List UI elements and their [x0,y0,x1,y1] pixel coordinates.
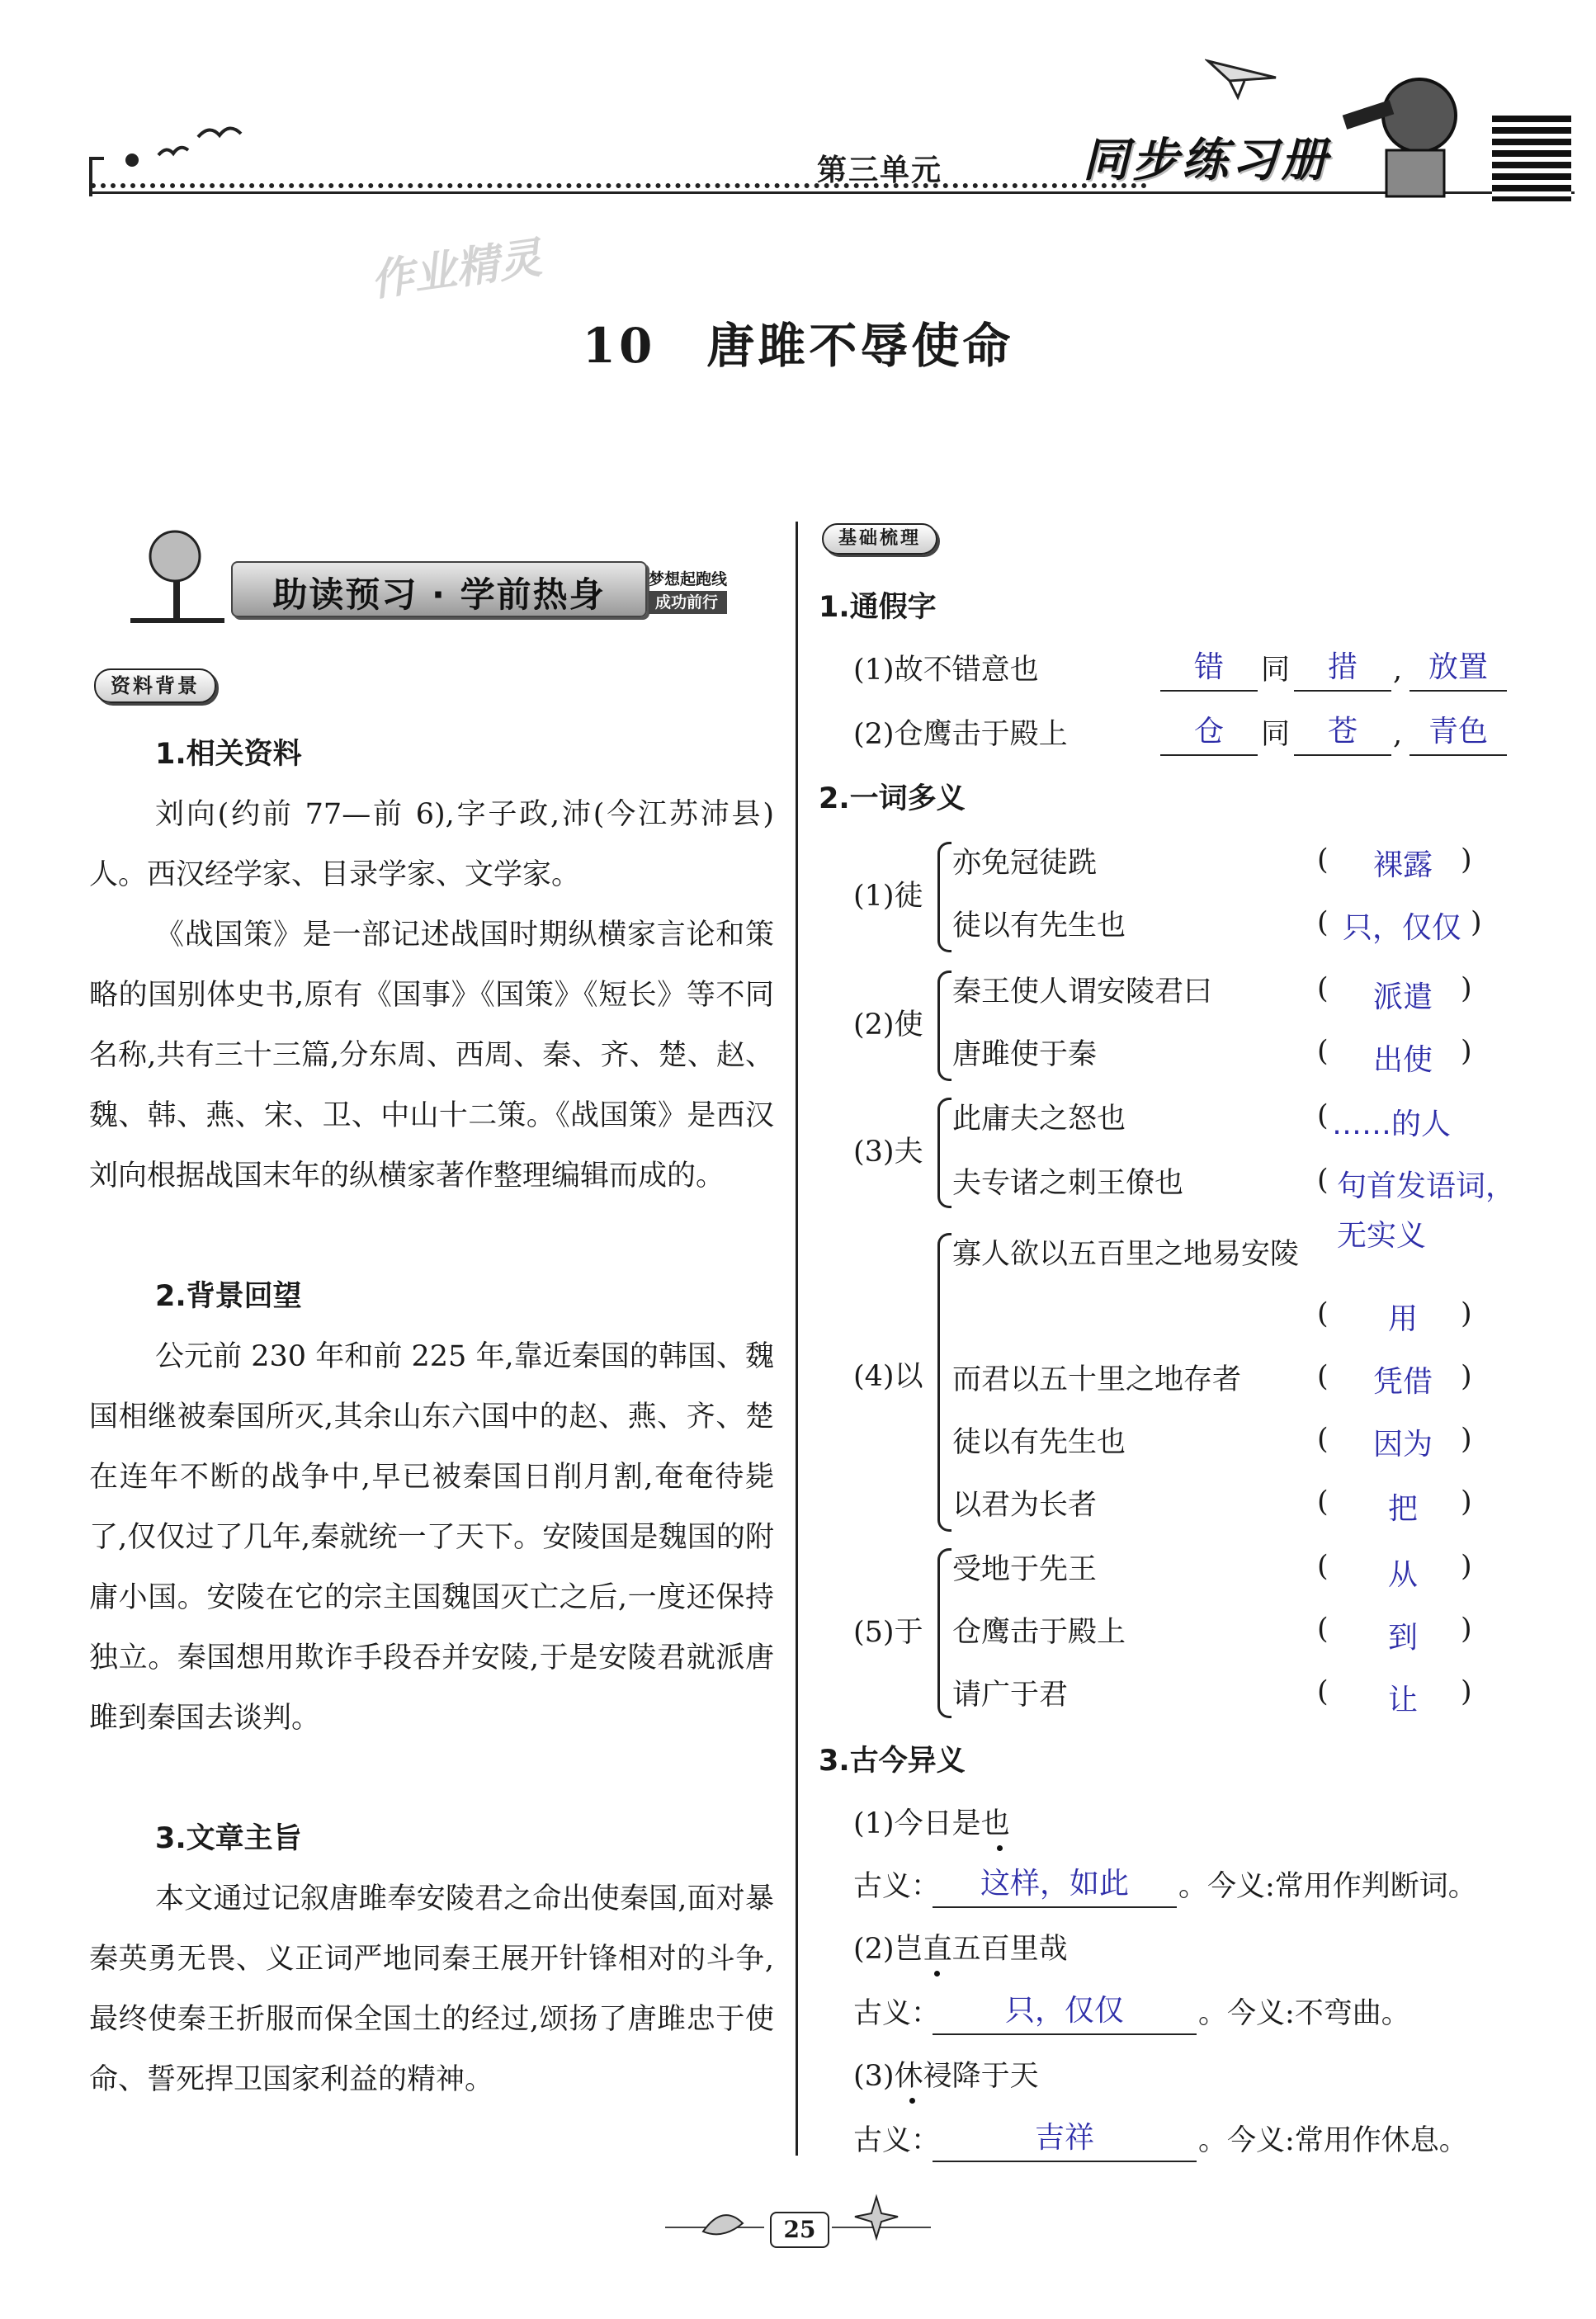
watermark: 作业精灵 [367,233,545,307]
gujin-1-old-line [933,1906,1177,1908]
gujin-2-old-line [933,2033,1197,2035]
gujin-2-old-label: 古义： [853,1997,941,2030]
tongjia-1-comma: , [1393,654,1403,687]
poly-4-row-3: 徒以有先生也 [952,1426,1126,1459]
gujin-3-old-label: 古义： [853,2124,941,2157]
poly-5-row-3-close: ) [1461,1675,1472,1708]
tongjia-heading: 1.通假字 [819,591,937,624]
poly-3-brace [937,1098,951,1208]
bg-section-1-para-2: 《战国策》是一部记述战国时期纵横家言论和策略的国别体史书,原有《国事》《国策》《短长》等不同名称,共有三十三篇,分东周、西周、秦、齐、楚、赵、魏、韩、燕、宋、卫、中山十二策。《战国策》是西汉刘向根据战国末年的纵横家著作整理编辑而成的。 [89,919,774,1193]
poly-2-row-2-close: ) [1461,1035,1472,1068]
bg-section-1-heading: 1.相关资料 [155,738,302,771]
poly-1-row-1-answer: 裸露 [1372,848,1433,882]
tongjia-2-comma: , [1393,718,1403,751]
poly-5-row-3: 请广于君 [952,1679,1069,1712]
tongjia-1-char-line [1160,690,1258,692]
poly-4-row-1-open: ( [1317,1297,1329,1330]
gujin-3-old: 吉祥 [1034,2121,1094,2155]
poly-5-row-2-close: ) [1461,1613,1472,1646]
tongjia-1-orig: 措 [1327,650,1358,684]
unit-label: 第三单元 [817,153,943,187]
poly-4-row-4-open: ( [1317,1485,1329,1518]
poly-4-row-1: 寡人欲以五百里之地易安陵 [952,1238,1300,1271]
poly-5-label: (5)于 [853,1616,923,1649]
gujin-1-sentence: (1)今日是也 [853,1807,1010,1840]
page-number: 25 [770,2212,829,2248]
tongjia-1-char: 错 [1193,650,1224,684]
poly-3-row-2-open: ( [1317,1164,1329,1197]
poly-4-row-2-close: ) [1461,1360,1472,1393]
header-dotted-rule [91,183,1147,188]
gujin-1-emphasis-dot [997,1845,1003,1851]
poly-5-row-1-open: ( [1317,1550,1329,1583]
paper-plane-icon [1205,56,1279,106]
poly-5-row-1-answer: 从 [1387,1558,1418,1592]
slogan-2: 成功前行 [649,591,727,614]
polysemy-heading: 2.一词多义 [819,782,966,815]
tongjia-1-orig-line [1294,690,1391,692]
poly-1-brace [937,842,951,952]
poly-3-row-2: 夫专诸之刺王僚也 [952,1167,1184,1200]
poly-2-brace [937,971,951,1081]
tongjia-2-meaning-line [1409,754,1507,756]
poly-4-brace [937,1233,951,1532]
poly-4-row-4-answer: 把 [1387,1492,1418,1526]
poly-4-row-2-open: ( [1317,1360,1329,1393]
gujin-2-sentence: (2)岂直五百里哉 [853,1933,1068,1966]
poly-1-row-2-close: ) [1471,906,1482,939]
poly-1-row-2-answer: 只，仅仅 [1342,911,1461,945]
header-stripes [1492,116,1571,201]
header-dot [125,153,139,167]
poly-2-row-1-answer: 派遣 [1372,980,1433,1014]
poly-1-label: (1)徒 [853,880,923,913]
preview-banner-slogan [649,568,727,614]
tongjia-2-orig-line [1294,754,1391,756]
gujin-3-old-line [933,2161,1197,2162]
poly-4-row-2: 而君以五十里之地存者 [952,1363,1242,1396]
bg-section-2-heading: 2.背景回望 [155,1280,302,1313]
gujin-2-emphasis-dot [934,1971,940,1977]
slogan-1: 梦想起跑线 [649,570,728,588]
tongjia-1-sentence: (1)故不错意也 [853,654,1039,687]
poly-5-row-1: 受地于先王 [952,1553,1098,1586]
tongjia-2-orig: 苍 [1327,715,1358,749]
poly-2-row-1-open: ( [1317,972,1329,1005]
poly-4-label: (4)以 [853,1360,923,1393]
tongjia-1-meaning-line [1409,690,1507,692]
background-tag: 资料背景 [94,668,216,703]
poly-4-row-2-answer: 凭借 [1372,1365,1433,1399]
bg-section-3-heading: 3.文章主旨 [155,1822,302,1855]
poly-1-row-1: 亦免冠徒跣 [952,847,1098,880]
poly-4-row-3-answer: 因为 [1372,1428,1433,1462]
bg-section-2-para-1: 公元前 230 年和前 225 年,靠近秦国的韩国、魏国相继被秦国所灭,其余山东六国中的赵、燕、齐、楚在连年不断的战争中,早已被秦国日削月割,奄奄待毙了,仅仅过了几年,秦就统一了天下。安陵国是魏国的附庸小国。安陵在它的宗主国魏国灭亡之后,一度还保持独立。秦国想用欺诈手段吞并安陵,于是安陵君就派唐雎到秦国去谈判。 [89,1340,774,1735]
gujin-1-modern: 。今义:常用作判断词。 [1178,1870,1477,1903]
poly-3-row-1-open: ( [1317,1099,1329,1132]
gujin-3-emphasis-dot [909,2098,915,2104]
header-corner [89,157,104,196]
gujin-2-old: 只，仅仅 [1004,1994,1124,2028]
poly-1-row-2-open: ( [1317,906,1329,939]
tongjia-2-meaning: 青色 [1428,715,1488,749]
poly-4-row-3-close: ) [1461,1423,1472,1456]
poly-2-row-2-answer: 出使 [1372,1043,1433,1077]
footer-flower-icon [843,2189,909,2246]
poly-1-row-1-close: ) [1461,843,1472,876]
poly-5-brace [937,1548,951,1718]
tongjia-2-sentence: (2)仓鹰击于殿上 [853,718,1068,751]
gujin-heading: 3.古今异义 [819,1745,966,1778]
bg-section-1-para-1: 刘向(约前 77—前 6),字子政,沛(今江苏沛县)人。西汉经学家、目录学家、文学家。 [89,798,774,891]
poly-4-row-1-answer: 用 [1387,1302,1418,1336]
gujin-1-old: 这样，如此 [980,1867,1129,1901]
tongjia-1-meaning: 放置 [1428,650,1488,684]
poly-4-row-4: 以君为长者 [952,1489,1098,1522]
poly-2-label: (2)使 [853,1008,923,1041]
bg-section-3-para-1: 本文通过记叙唐雎奉安陵君之命出使秦国,面对暴秦英勇无畏、义正词严地同秦王展开针锋相对的斗争,最终使秦王折服而保全国土的经过,颂扬了唐雎忠于使命、誓死捍卫国家利益的精神。 [89,1882,774,2096]
poly-4-row-3-open: ( [1317,1423,1329,1456]
gujin-3-sentence: (3)休祲降于天 [853,2060,1039,2093]
poly-2-row-2-open: ( [1317,1035,1329,1068]
gujin-3-modern: 。今义:常用作休息。 [1198,2124,1468,2157]
poly-3-row-2-answer: 句首发语词，无实义 [1337,1169,1516,1253]
gujin-2-modern: 。今义:不弯曲。 [1198,1997,1410,2030]
poly-5-row-3-answer: 让 [1387,1684,1418,1717]
tree-icon [122,520,229,627]
poly-5-row-1-close: ) [1461,1550,1472,1583]
globe-telescope-icon [1337,74,1461,198]
gujin-1-old-label: 古义： [853,1870,941,1903]
footer-leaf-left-icon [698,2199,748,2248]
preview-banner [122,553,749,624]
poly-3-row-1-answer: ……的人 [1332,1108,1452,1141]
preview-banner-title: 助读预习 · 学前热身 [272,574,606,615]
poly-5-row-2: 仓鹰击于殿上 [952,1616,1126,1649]
poly-3-row-1: 此庸夫之怒也 [952,1103,1126,1136]
lesson-title: 10 唐雎不辱使命 [582,318,1014,374]
poly-4-row-4-close: ) [1461,1485,1472,1518]
poly-3-label: (3)夫 [853,1136,923,1169]
basics-tag: 基础梳理 [822,523,937,555]
tongjia-2-char-line [1160,754,1258,756]
poly-2-row-1: 秦王使人谓安陵君曰 [952,975,1213,1008]
tongjia-2-same: 同 [1261,718,1291,751]
poly-5-row-2-answer: 到 [1387,1621,1418,1655]
poly-4-row-1-close: ) [1461,1297,1472,1330]
poly-2-row-1-close: ) [1461,972,1472,1005]
column-divider [796,522,798,2156]
preview-banner-plate [231,561,647,617]
poly-5-row-3-open: ( [1317,1675,1329,1708]
brand-title: 同步练习册 [1083,134,1330,187]
tongjia-1-same: 同 [1261,654,1291,687]
poly-1-row-2: 徒以有先生也 [952,909,1126,942]
birds-icon [155,122,246,163]
poly-1-row-1-open: ( [1317,843,1329,876]
poly-2-row-2: 唐雎使于秦 [952,1038,1098,1071]
poly-5-row-2-open: ( [1317,1613,1329,1646]
tongjia-2-char: 仓 [1193,715,1224,749]
